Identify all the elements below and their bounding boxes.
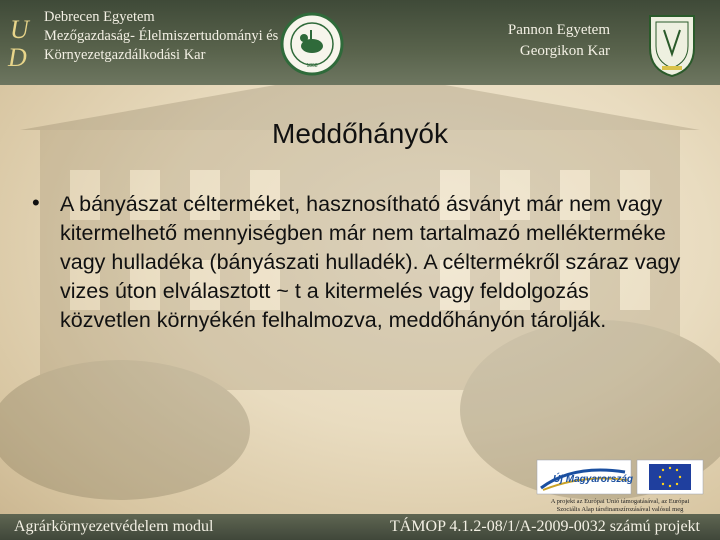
svg-text:D: D [8, 43, 27, 70]
university-name-left [44, 8, 278, 65]
university-name-right [508, 20, 610, 62]
faculty-seal-icon [280, 12, 344, 76]
slide-title: Meddőhányók [272, 118, 448, 149]
georgikon-crest-icon [642, 10, 702, 80]
seal-year: 1868 [306, 63, 318, 69]
header-left-line-1: Debrecen Egyetem [44, 9, 155, 25]
footer-project-id: TÁMOP 4.1.2-08/1/A-2009-0032 számú projekt [389, 518, 700, 535]
header-right-line-2: Georgikon Kar [519, 43, 610, 59]
eu-caption-line-1: A projekt az Európai Unió támogatásával, az Európai [550, 498, 690, 505]
header-left-line-2: Mezőgazdaság- Élelmiszertudományi és [44, 28, 279, 44]
footer-module-name: Agrárkörnyezetvédelem modul [14, 518, 214, 535]
eu-caption-line-2: Szociális Alap társfinanszírozásával valósul meg [556, 506, 684, 513]
header-bar [0, 0, 720, 85]
header-left-line-3: Környezetgazdálkodási Kar [44, 47, 206, 63]
svg-text:U: U [10, 15, 29, 44]
header-right-line-1: Pannon Egyetem [507, 22, 610, 38]
bullet-marker: • [32, 190, 40, 215]
ud-logo-icon [6, 10, 36, 70]
eu-caption [530, 498, 710, 514]
uj-magyarorszag-logo-icon: Új Magyarország [553, 474, 634, 485]
footer-bar [0, 514, 720, 540]
bullet-text: A bányászat célterméket, hasznosítható ásványt már nem vagy kitermelhető mennyiségben már nem tartalmazó mellékterméke vagy hulladéka (bányászati hulladék). A céltermékről száraz vagy vizes úton elválasztott ~ t a kitermelés vagy feldolgozás közvetlen környékén felhalmozva, meddőhányón tárolják. [60, 192, 681, 332]
